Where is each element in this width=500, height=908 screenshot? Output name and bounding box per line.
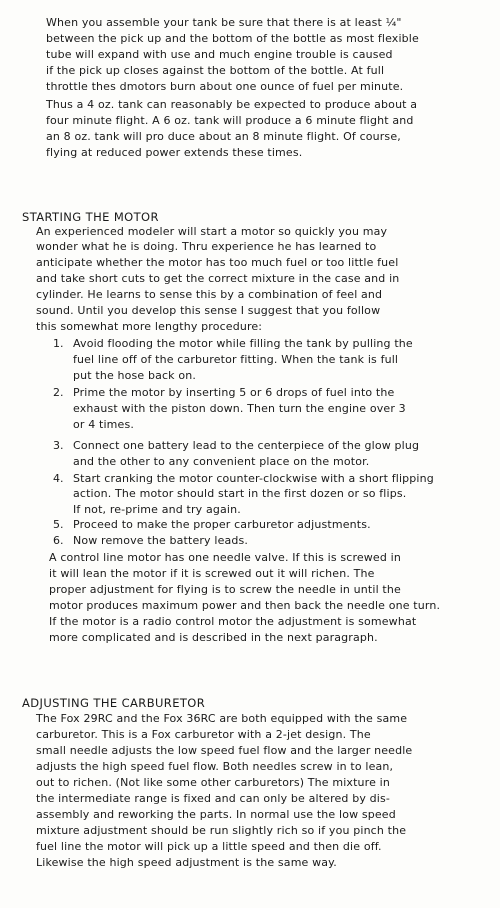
starting-line: and take short cuts to get the correct mixture in the case and in [36, 272, 400, 285]
step-number: 3. [53, 439, 64, 452]
intro-line: throttle thes dmotors burn about one ounce of fuel per minute. [46, 80, 404, 93]
starting-line: wonder what he is doing. Thru experience he has learned to [36, 240, 377, 253]
step-line: and the other to any convenient place on the motor. [73, 455, 370, 468]
step-number: 2. [53, 386, 64, 399]
step-line: Avoid flooding the motor while filling the tank by pulling the [73, 337, 413, 350]
step-line: Now remove the battery leads. [73, 534, 249, 547]
carburetor-line: small needle adjusts the low speed fuel flow and the larger needle [36, 744, 413, 757]
intro-line: four minute flight. A 6 oz. tank will produce a 6 minute flight and [46, 114, 414, 127]
carburetor-line: The Fox 29RC and the Fox 36RC are both equipped with the same [36, 712, 408, 725]
step-number: 4. [53, 472, 64, 485]
step-line: Start cranking the motor counter-clockwise with a short flipping [73, 472, 434, 485]
starting-line: An experienced modeler will start a motor so quickly you may [36, 225, 388, 238]
step-line: action. The motor should start in the first dozen or so flips. [73, 487, 407, 500]
starting-closing-line: it will lean the motor if it is screwed out it will richen. The [49, 567, 375, 580]
starting-closing-line: A control line motor has one needle valve. If this is screwed in [49, 551, 401, 564]
section-heading-carburetor: ADJUSTING THE CARBURETOR [22, 696, 206, 710]
step-number: 6. [53, 534, 64, 547]
carburetor-line: Likewise the high speed adjustment is the same way. [36, 856, 337, 869]
intro-line: between the pick up and the bottom of the bottle as most flexible [46, 32, 419, 45]
step-line: Connect one battery lead to the centerpiece of the glow plug [73, 439, 420, 452]
step-line: put the hose back on. [73, 369, 196, 382]
carburetor-line: the intermediate range is fixed and can only be altered by dis- [36, 792, 390, 805]
intro-line: tube will expand with use and much engine trouble is caused [46, 48, 393, 61]
intro-line: Thus a 4 oz. tank can reasonably be expected to produce about a [46, 98, 418, 111]
starting-closing-line: If the motor is a radio control motor the adjustment is somewhat [49, 615, 417, 628]
carburetor-line: mixture adjustment should be run slightly rich so if you pinch the [36, 824, 407, 837]
carburetor-line: fuel line the motor will pick up a little speed and then die off. [36, 840, 382, 853]
intro-line: When you assemble your tank be sure that there is at least ¼" [46, 16, 402, 29]
starting-line: this somewhat more lengthy procedure: [36, 320, 263, 333]
step-line: or 4 times. [73, 418, 134, 431]
intro-line: if the pick up closes against the bottom of the bottle. At full [46, 64, 385, 77]
starting-line: cylinder. He learns to sense this by a combination of feel and [36, 288, 383, 301]
step-line: fuel line off of the carburetor fitting. When the tank is full [73, 353, 399, 366]
step-number: 5. [53, 518, 64, 531]
carburetor-line: out to richen. (Not like some other carburetors) The mixture in [36, 776, 390, 789]
intro-line: an 8 oz. tank will pro duce about an 8 minute flight. Of course, [46, 130, 401, 143]
starting-line: anticipate whether the motor has too much fuel or too little fuel [36, 256, 399, 269]
step-line: exhaust with the piston down. Then turn the engine over 3 [73, 402, 406, 415]
section-heading-starting: STARTING THE MOTOR [22, 210, 159, 224]
starting-closing-line: more complicated and is described in the next paragraph. [49, 631, 378, 644]
carburetor-line: carburetor. This is a Fox carburetor with a 2-jet design. The [36, 728, 371, 741]
step-line: If not, re-prime and try again. [73, 503, 241, 516]
starting-closing-line: proper adjustment for flying is to screw the needle in until the [49, 583, 401, 596]
carburetor-line: assembly and reworking the parts. In normal use the low speed [36, 808, 396, 821]
step-line: Prime the motor by inserting 5 or 6 drops of fuel into the [73, 386, 395, 399]
step-line: Proceed to make the proper carburetor adjustments. [73, 518, 371, 531]
intro-line: flying at reduced power extends these times. [46, 146, 303, 159]
starting-closing-line: motor produces maximum power and then back the needle one turn. [49, 599, 441, 612]
starting-line: sound. Until you develop this sense I suggest that you follow [36, 304, 381, 317]
carburetor-line: adjusts the high speed fuel flow. Both needles screw in to lean, [36, 760, 394, 773]
step-number: 1. [53, 337, 64, 350]
